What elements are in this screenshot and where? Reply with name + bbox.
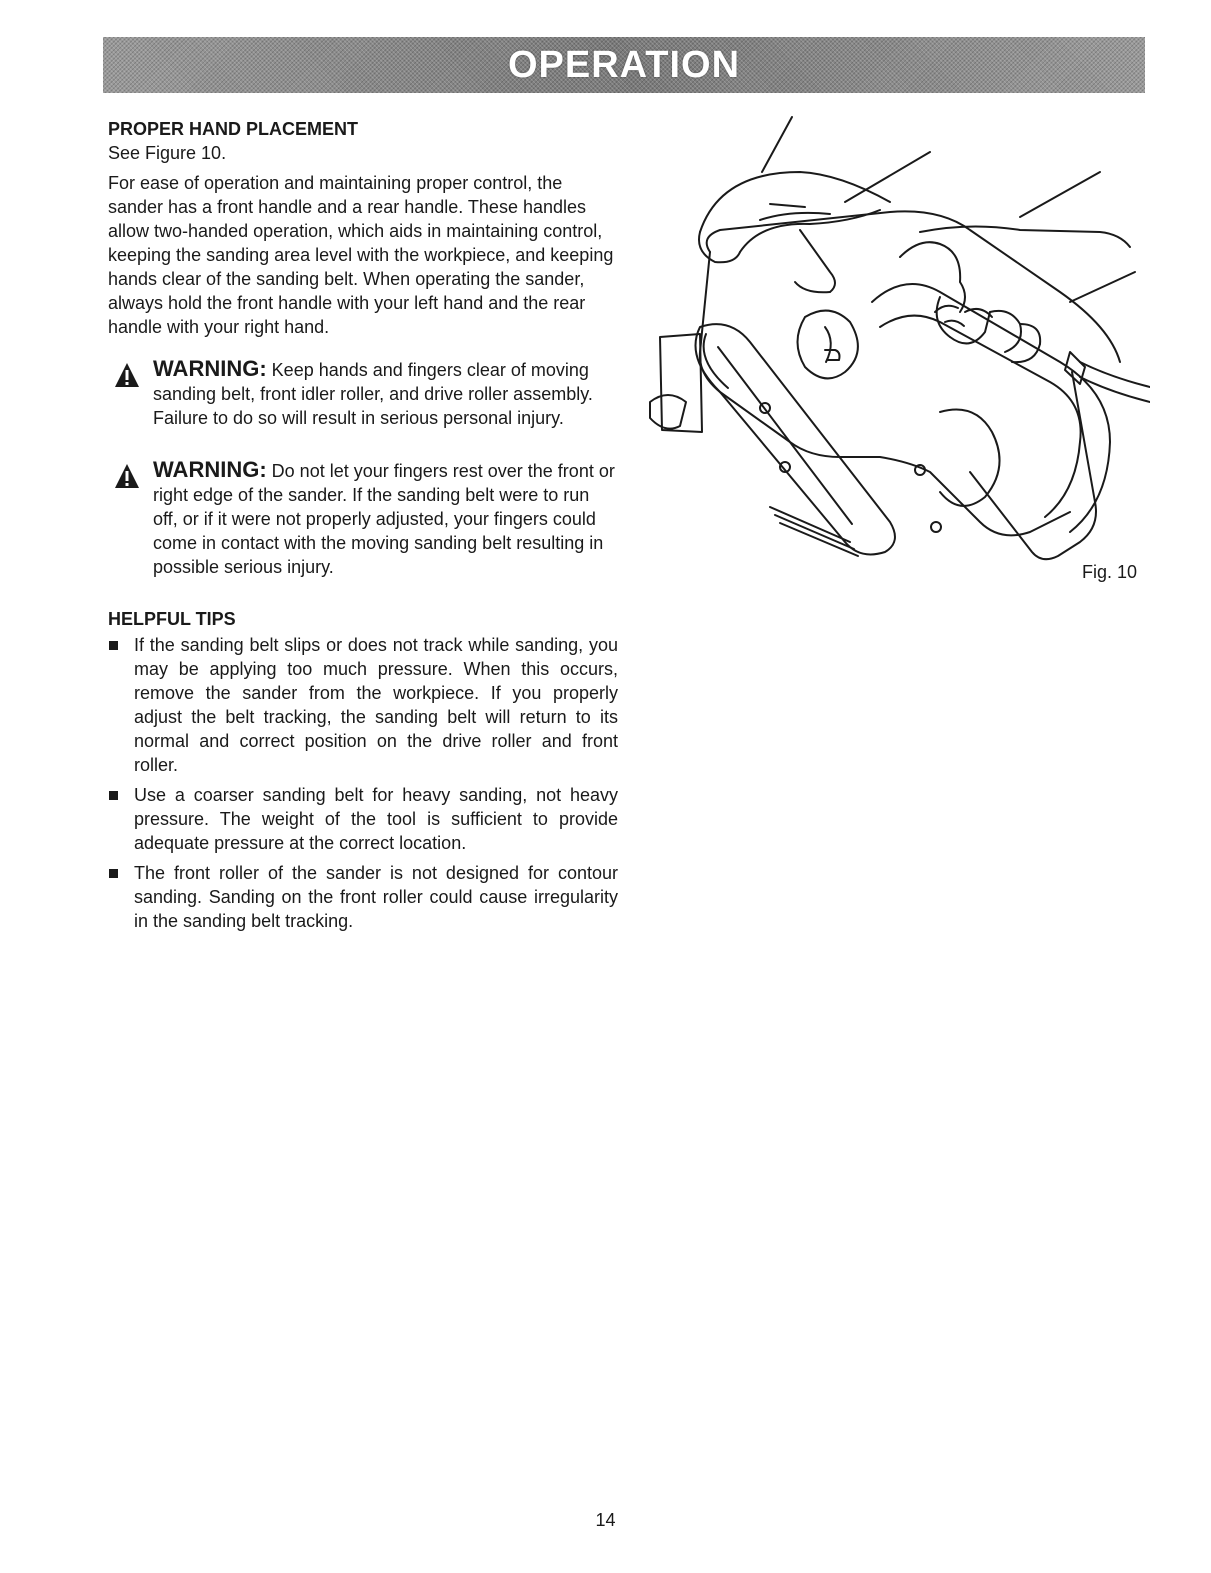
page-number: 14: [595, 1510, 616, 1530]
warning-label: WARNING:: [153, 457, 267, 482]
hand-placement-paragraph: For ease of operation and maintaining proper control, the sander has a front handle and a rear handle. These handles allow two-handed operation, which aids in maintaining control, keeping the sanding area level with the workpiece, and keeping hands clear of the sanding belt. When operating the sander, always hold the front handle with your left hand and the rear handle with your right hand.: [108, 173, 614, 337]
warning-text-1: [153, 357, 618, 430]
bullet-square-icon: [109, 791, 118, 800]
section-heading-hand-placement: PROPER HAND PLACEMENT: [108, 119, 359, 139]
tip-text: Use a coarser sanding belt for heavy sanding, not heavy pressure. The weight of the tool is sufficient to provide adequate pressure at the correct location.: [134, 785, 618, 853]
banner-title: OPERATION: [507, 43, 741, 86]
figure-reference: See Figure 10.: [108, 143, 227, 163]
tip-text: If the sanding belt slips or does not track while sanding, you may be applying too much pressure. When this occurs, remove the sander from the workpiece. If you properly adjust the belt tracking, the sanding belt will return to its normal and correct position on the drive roller and front roller.: [134, 635, 618, 775]
list-item: [108, 783, 618, 855]
bullet-square-icon: [109, 641, 118, 650]
tip-text: The front roller of the sander is not designed for contour sanding. Sanding on the front roller could cause irregularity in the sanding belt tracking.: [134, 863, 618, 931]
list-item: [108, 633, 618, 777]
warning-block-2: [108, 458, 618, 579]
warning-block-1: [108, 357, 618, 430]
warning-triangle-icon: [114, 463, 140, 489]
helpful-tips-list: [108, 633, 618, 933]
section-heading-helpful-tips: HELPFUL TIPS: [108, 609, 236, 629]
warning-triangle-icon: [114, 362, 140, 388]
warning-label: WARNING:: [153, 356, 267, 381]
bullet-square-icon: [109, 869, 118, 878]
section-banner: [103, 37, 1145, 93]
warning-message: Keep hands and fingers clear of moving sanding belt, front idler roller, and drive roller assembly. Failure to do so will result in serious personal injury.: [153, 360, 593, 428]
warning-message: Do not let your fingers rest over the front or right edge of the sander. If the sanding belt were to run off, or if it were not properly adjusted, your fingers could come in contact with the moving sanding belt resulting in possible serious injury.: [153, 461, 615, 577]
main-text-column: [108, 117, 618, 939]
figure-caption: Fig. 10: [1082, 562, 1138, 582]
list-item: [108, 861, 618, 933]
belt-sander-illustration: [640, 112, 1150, 582]
warning-text-2: [153, 458, 618, 579]
